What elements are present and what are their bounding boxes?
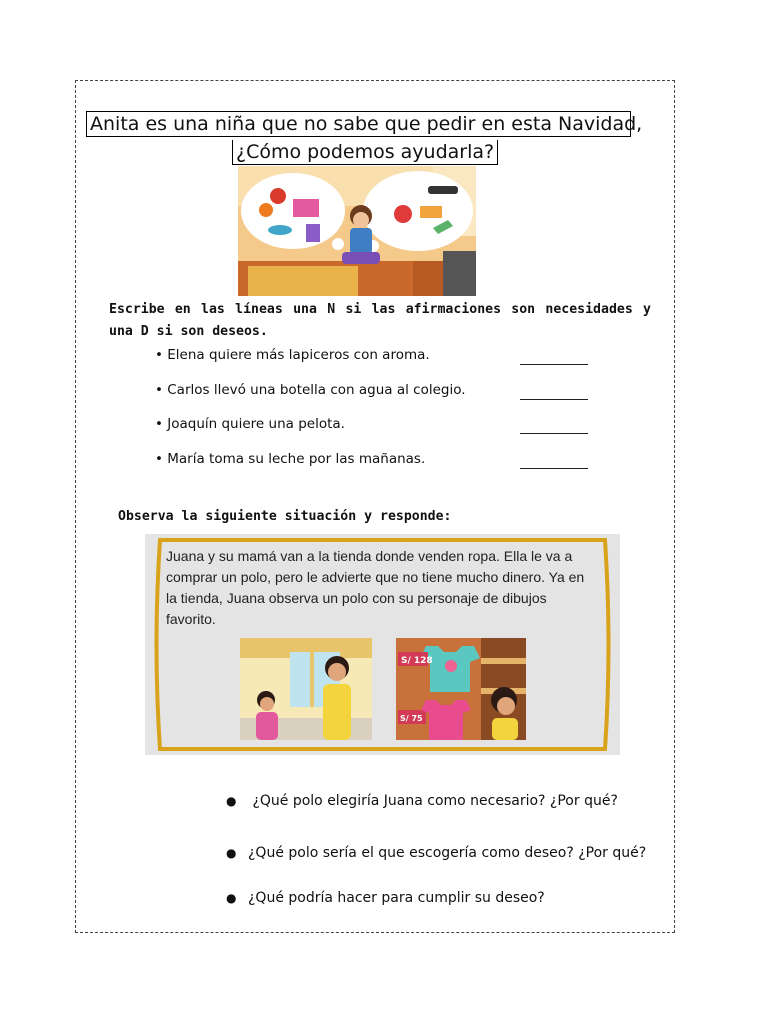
price-tag-1: S/ 128 [401, 656, 433, 666]
question-1-text: ¿Qué polo elegiría Juana como necesario? ¿Por qué? [248, 793, 618, 809]
mother-and-daughter-illustration [240, 638, 372, 740]
observe-heading: Observa la siguiente situación y responde: [118, 509, 452, 524]
story-text: Juana y su mamá van a la tienda donde venden ropa. Ella le va a comprar un polo, pero le advierte que no tiene mucho dinero. Ya en la tienda, Juana observa un polo con su personaje de dibujos favorito. [166, 548, 585, 627]
bullet-icon: ● [226, 846, 237, 860]
instruction-text: Escribe en las líneas una N si las afirmaciones son necesidades y una D si son deseos. [109, 302, 651, 339]
question-1 [226, 793, 618, 809]
statement-1: • Elena quiere más lapiceros con aroma. [155, 347, 430, 363]
question-3-text: ¿Qué podría hacer para cumplir su deseo? [248, 890, 545, 906]
statement-2: • Carlos llevó una botella con agua al colegio. [155, 382, 466, 398]
answer-line-2[interactable] [520, 398, 588, 400]
title-line-1: Anita es una niña que no sabe que pedir en esta Navidad, [86, 111, 631, 137]
question-2-text: ¿Qué polo sería el que escogería como deseo? ¿Por qué? [248, 845, 647, 861]
girl-thinking-illustration [238, 166, 476, 296]
question-3 [226, 890, 545, 906]
question-2 [226, 845, 646, 861]
price-tag-2: S/ 75 [400, 714, 423, 723]
bullet-icon: ● [226, 794, 237, 808]
statement-3: • Joaquín quiere una pelota. [155, 416, 345, 432]
clothing-store-illustration [396, 638, 526, 740]
statement-4: • María toma su leche por las mañanas. [155, 451, 426, 467]
answer-line-1[interactable] [520, 363, 588, 365]
answer-line-4[interactable] [520, 467, 588, 469]
title-line-2: ¿Cómo podemos ayudarla? [232, 140, 498, 165]
answer-line-3[interactable] [520, 432, 588, 434]
bullet-icon: ● [226, 891, 237, 905]
